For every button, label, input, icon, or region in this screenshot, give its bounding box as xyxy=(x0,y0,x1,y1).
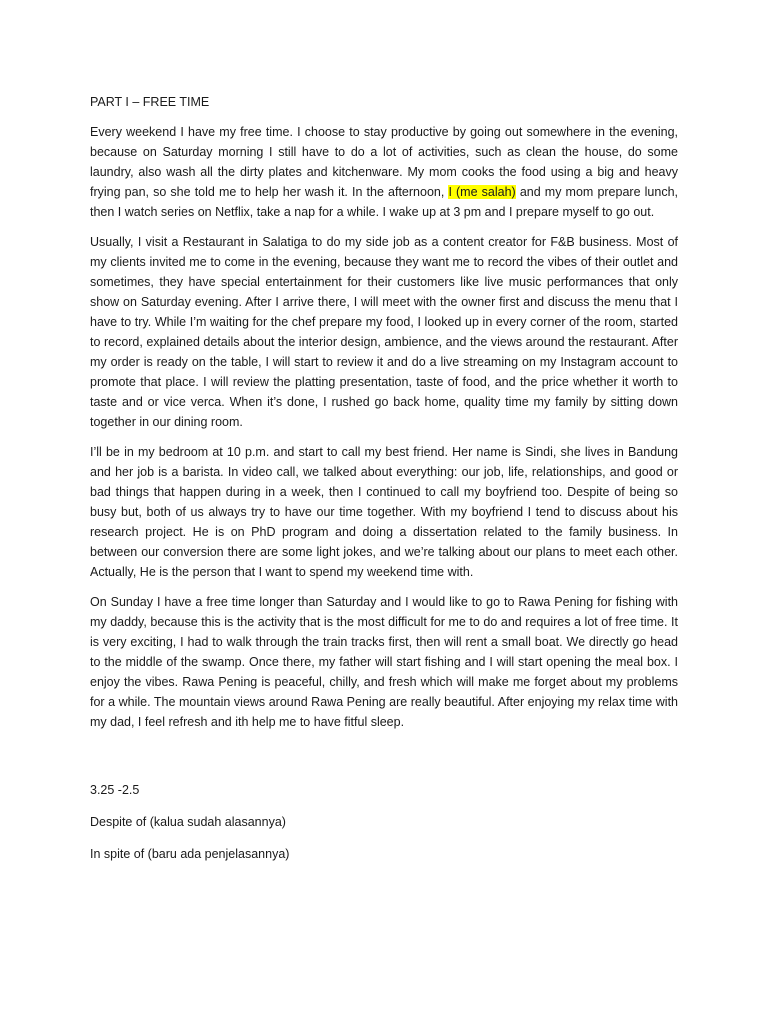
highlighted-correction: I (me salah) xyxy=(448,185,516,199)
blank-space xyxy=(90,742,678,780)
section-heading: PART I – FREE TIME xyxy=(90,95,210,109)
paragraph-text-after: and my mom prepare lunch, then I watch series on Netflix, take a nap for a while. I wake up at 3 pm and I prepare myself to go out. xyxy=(90,185,678,219)
paragraph-restaurant: Usually, I visit a Restaurant in Salatiga to do my side job as a content creator for F&B business. Most of my clients invited me to come in the evening, because they want me to record the vibes of their outlet and sometimes, they have special entertainment for their customers like live music performances that only show on Saturday evening. After I arrive there, I will meet with the owner first and discuss the menu that I have to try. While I’m waiting for the chef prepare my food, I looked up in every corner of the room, started to record, explained details about the interior design, ambience, and the views around the restaurant. After my order is ready on the table, I will start to review it and do a live streaming on my Instagram account to promote that place. I will review the platting presentation, taste of food, and the price whether it worth to taste and or vice verca. When it’s done, I rushed go back home, quality time my family by sitting down together in our dining room. xyxy=(90,235,678,429)
paragraph-text-before: Every weekend I have my free time. I choose to stay productive by going out somewhere in the evening, because on Saturday morning I still have to do a lot of activities, such as clean the house, do some laundry, also wash all the dirty plates and kitchenware. My mom cooks the food using a big and heavy frying pan, so she told me to help her wash it. In the afternoon, xyxy=(90,125,678,199)
note-in-spite-of: In spite of (baru ada penjelasannya) xyxy=(90,847,290,861)
note-despite-of: Despite of (kalua sudah alasannya) xyxy=(90,815,286,829)
note-score: 3.25 -2.5 xyxy=(90,783,140,797)
paragraph-evening-calls: I’ll be in my bedroom at 10 p.m. and start to call my best friend. Her name is Sindi, she lives in Bandung and her job is a barista. In video call, we talked about everything: our job, life, relationships, and good or bad things that happen during in a week, then I continued to call my boyfriend too. Despite of being so busy but, both of us always try to have our time together. With my boyfriend I tend to discuss about his research project. He is on PhD program and doing a dissertation related to the family business. In between our conversion there are some light jokes, and we’re talking about our plans to meet each other. Actually, He is the person that I want to spend my weekend time with. xyxy=(90,445,678,579)
paragraph-saturday-morning xyxy=(90,122,678,222)
document-page xyxy=(90,92,678,876)
paragraph-sunday-fishing: On Sunday I have a free time longer than Saturday and I would like to go to Rawa Pening for fishing with my daddy, because this is the activity that is the most difficult for me to do and requires a lot of free time. It is very exciting, I had to walk through the train tracks first, then will rent a small boat. We directly go head to the middle of the swamp. Once there, my father will start fishing and I will start opening the meal box. I enjoy the vibes. Rawa Pening is peaceful, chilly, and fresh which will make me forget about my problems for a while. The mountain views around Rawa Pening are really beautiful. After enjoying my relax time with my dad, I feel refresh and ith help me to have fitful sleep. xyxy=(90,595,678,729)
